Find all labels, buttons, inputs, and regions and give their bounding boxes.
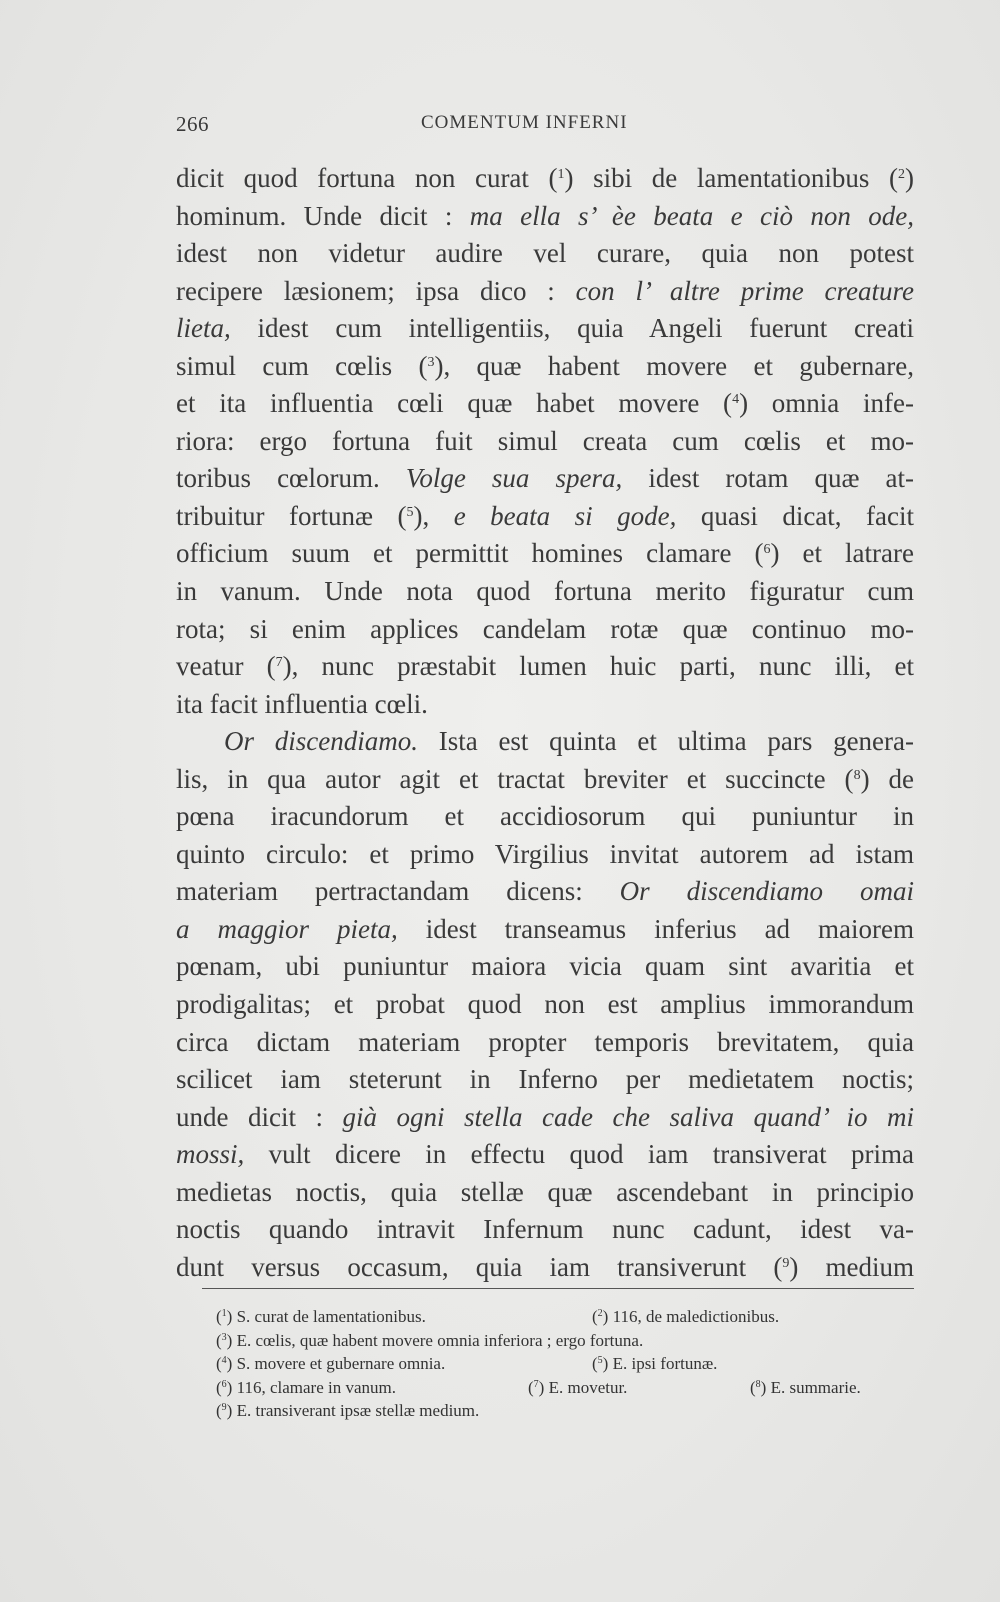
text-line: dicit quod fortuna non curat ($^1$) sibi de lamentationibus ($^2$) — [176, 163, 914, 193]
text-line: riora: ergo fortuna fuit simul creata cum cœlis et mo- — [176, 425, 914, 456]
footnote-row — [216, 1399, 916, 1423]
text-line: pœnam, ubi puniuntur maiora vicia quam sint avaritia et — [176, 951, 914, 982]
footnote-row — [216, 1376, 916, 1400]
text-line: rota; si enim applices candelam rotæ quæ continuo mo- — [176, 613, 914, 644]
text-line: veatur ($^7$), nunc præstabit lumen huic parti, nunc illi, et — [176, 651, 914, 682]
running-title: COMENTUM INFERNI — [421, 112, 628, 133]
footnote: ($^6$) 116, clamare in vanum. — [216, 1377, 396, 1397]
text-line: tribuitur fortunæ ($^5$), e beata si gode, quasi dicat, facit — [176, 500, 914, 531]
footnote: ($^7$) E. movetur. — [528, 1377, 628, 1397]
footnote-row — [216, 1305, 916, 1329]
text-line: prodigalitas; et probat quod non est amplius immorandum — [176, 989, 914, 1020]
footnote: ($^8$) E. summarie. — [750, 1377, 861, 1397]
footnote: ($^2$) 116, de maledictionibus. — [592, 1307, 780, 1326]
footnotes — [216, 1305, 916, 1423]
footnote: ($^9$) E. transiverant ipsæ stellæ medium. — [216, 1401, 480, 1420]
text-line: materiam pertractandam dicens: Or discendiamo omai — [176, 876, 914, 907]
text-line: in vanum. Unde nota quod fortuna merito figuratur cum — [176, 576, 914, 607]
text-line: toribus cœlorum. Volge sua spera, idest rotam quæ at- — [176, 463, 914, 494]
footnote: ($^4$) S. movere et gubernare omnia. — [216, 1354, 446, 1373]
text-line: Or discendiamo. Ista est quinta et ultima pars genera- — [224, 726, 915, 757]
text-line: a maggior pieta, idest transeamus inferius ad maiorem — [176, 913, 914, 944]
text-line: officium suum et permittit homines clamare ($^6$) et latrare — [176, 538, 914, 569]
text-line: lis, in qua autor agit et tractat breviter et succincte ($^8$) de — [176, 763, 914, 794]
text-line: lieta, idest cum intelligentiis, quia Angeli fuerunt creati — [176, 313, 914, 344]
text-line: scilicet iam steterunt in Inferno per medietatem noctis; — [176, 1064, 914, 1095]
body-text — [176, 160, 914, 1286]
text-line: idest non videtur audire vel curare, quia non potest — [176, 238, 914, 269]
page-number: 266 — [176, 112, 209, 136]
text-line: dunt versus occasum, quia iam transiverunt ($^9$) medium — [176, 1251, 914, 1282]
text-line: simul cum cœlis ($^3$), quæ habent movere et gubernare, — [176, 350, 914, 381]
text-line: ita facit influentia cœli. — [176, 688, 428, 719]
text-line: medietas noctis, quia stellæ quæ ascendebant in principio — [176, 1176, 914, 1207]
running-header — [176, 112, 664, 144]
text-line: quinto circulo: et primo Virgilius invitat autorem ad istam — [176, 838, 914, 869]
footnote: ($^1$) S. curat de lamentationibus. — [216, 1307, 426, 1326]
text-line: noctis quando intravit Infernum nunc cadunt, idest va- — [176, 1214, 914, 1245]
footnote-row — [216, 1329, 916, 1353]
footnote-row — [216, 1352, 916, 1376]
text-line: unde dicit : già ogni stella cade che saliva quand’ io mi — [176, 1101, 914, 1132]
footnote: ($^3$) E. cœlis, quæ habent movere omnia inferiora ; ergo fortuna. — [216, 1330, 644, 1350]
text-line: et ita influentia cœli quæ habet movere ($^4$) omnia infe- — [176, 388, 914, 419]
footnote: ($^5$) E. ipsi fortunæ. — [592, 1354, 718, 1373]
text-line: recipere læsionem; ipsa dico : con l’ altre prime creature — [176, 275, 915, 306]
text-line: circa dictam materiam propter temporis brevitatem, quia — [176, 1026, 914, 1057]
text-line: hominum. Unde dicit : ma ella s’ èe beata e ciò non ode, — [176, 200, 914, 231]
footnote-rule — [202, 1288, 914, 1289]
text-line: mossi, vult dicere in effectu quod iam transiverat prima — [176, 1139, 914, 1170]
text-line: pœna iracundorum et accidiosorum qui puniuntur in — [176, 801, 914, 832]
